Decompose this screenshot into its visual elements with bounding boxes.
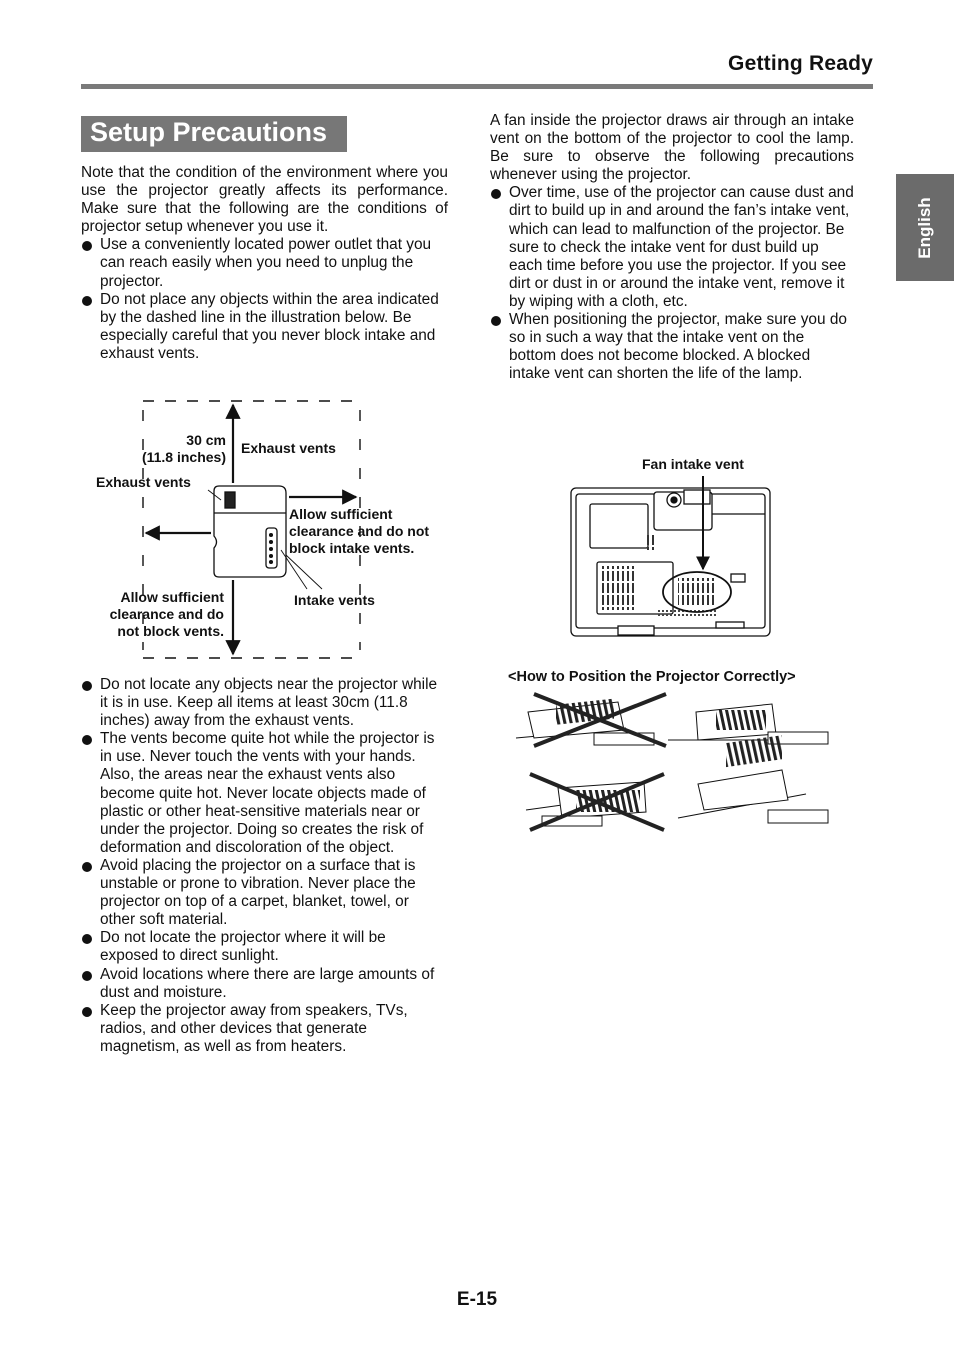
left-column-top [81, 164, 448, 363]
list-item: Keep the projector away from speakers, TVs, radios, and other devices that generate magnetism, as well as from heaters. [81, 1002, 448, 1056]
list-item: Do not locate the projector where it will be exposed to direct sunlight. [81, 929, 448, 965]
precaution-list-top [81, 236, 448, 363]
list-item: When positioning the projector, make sure you do so in such a way that the intake vent on the bottom does not become blocked. A blocked intake vent can shorten the life of the lamp. [490, 311, 854, 383]
page-number: E-15 [456, 1289, 498, 1310]
running-header-title: Getting Ready [728, 52, 873, 75]
intake-clearance-label: Allow sufficient clearance and do not block intake vents. [289, 506, 430, 556]
fan-intro-paragraph: A fan inside the projector draws air through an intake vent on the bottom of the projector to cool the lamp. Be sure to observe the following precautions whenever using the projector. [490, 112, 854, 184]
correct-placement-1 [668, 704, 828, 744]
correct-placement-2 [678, 735, 828, 823]
right-column [490, 112, 854, 383]
section-title: Setup Precautions [90, 117, 328, 147]
list-item: Avoid placing the projector on a surface that is unstable or prone to vibration. Never place the projector on top of a carpet, blanket, towel, or other soft material. [81, 857, 448, 929]
fan-precaution-list [490, 184, 854, 383]
precaution-list-bottom [81, 676, 448, 1056]
list-item: Do not place any objects within the area indicated by the dashed line in the illustration below. Be especially careful that you never block intake and exhaust vents. [81, 291, 448, 363]
language-tab [896, 174, 954, 281]
header-rule [81, 84, 873, 89]
left-column-bottom [81, 676, 448, 1056]
language-tab-label: English [915, 196, 934, 259]
exhaust-vents-label-left: Exhaust vents [96, 474, 191, 490]
list-item: Do not locate any objects near the projector while it is in use. Keep all items at least 30cm (11.8 inches) away from the exhaust vents. [81, 676, 448, 730]
vent-clearance-label: Allow sufficient clearance and do not block vents. [109, 589, 224, 639]
intro-paragraph: Note that the condition of the environment where you use the projector greatly affects its performance. Make sure that the following are the conditions of projector setup whenever you use it. [81, 164, 448, 236]
list-item: Use a conveniently located power outlet that you can reach easily when you need to unplug the projector. [81, 236, 448, 290]
projector-top-view-icon [214, 486, 286, 577]
positioning-illustrations [506, 690, 836, 840]
positioning-caption: <How to Position the Projector Correctly> [508, 669, 796, 685]
intake-vents-label: Intake vents [294, 592, 375, 608]
list-item: Over time, use of the projector can cause dust and dirt to build up in and around the fan’s intake vent, which can lead to malfunction of the projector. Be sure to check the intake vent for dust build up each time before you use the projector. If you see dirt or dust in or around the intake vent, remove it by wiping with a cloth, etc. [490, 184, 854, 311]
exhaust-vents-label-top: Exhaust vents [241, 440, 336, 456]
list-item: The vents become quite hot while the projector is in use. Never touch the vents with your hands. Also, the areas near the exhaust vents also become quite hot. Never locate objects made of plastic or other heat-sensitive materials near or under the projector. Doing so creates the risk of deformation and discoloration of the object. [81, 730, 448, 857]
projector-bottom-view-diagram [566, 474, 776, 640]
fan-intake-vent-label: Fan intake vent [642, 456, 744, 472]
section-title-box [81, 116, 347, 152]
distance-label: 30 cm (11.8 inches) [141, 432, 226, 465]
list-item: Avoid locations where there are large amounts of dust and moisture. [81, 966, 448, 1002]
